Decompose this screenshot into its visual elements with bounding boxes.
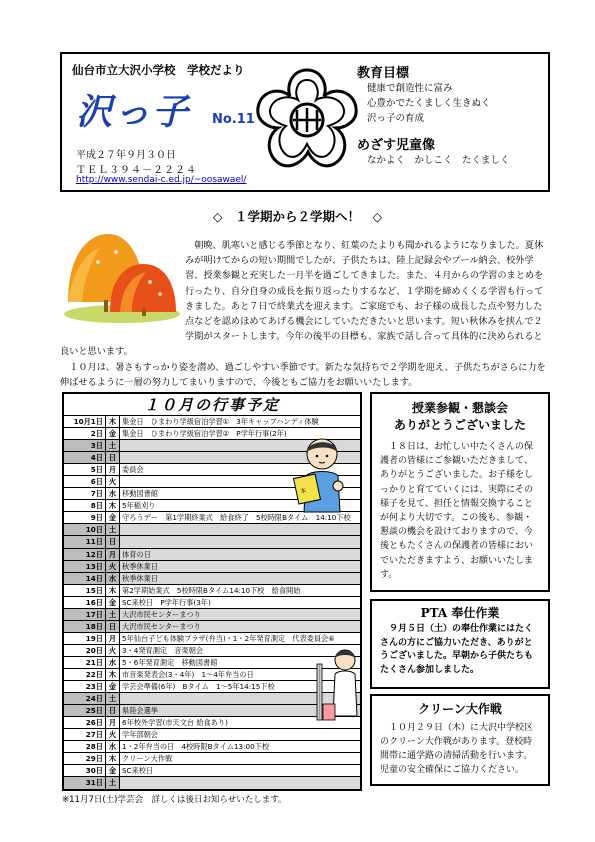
schedule-weekday: 木 <box>106 669 120 680</box>
schedule-row <box>64 416 360 428</box>
cleanup-body: １０月２９日（木）に大沢中学校区のクリーン大作戦があります。登校時間帯に通学路の清掃活動を行います。児童の安全確保にご協力ください。 <box>380 723 534 775</box>
schedule-row <box>64 573 360 585</box>
schedule-row <box>64 609 360 621</box>
schedule-date: 23日 <box>64 681 106 692</box>
schedule-event: 秋季休業日 <box>120 573 360 584</box>
education-goal-line: 沢っ子の育成 <box>367 113 425 124</box>
intro-article <box>60 238 550 390</box>
schedule-event: 5・6年発育測定 移動図書館 <box>122 657 218 667</box>
schedule-date: 29日 <box>64 753 106 764</box>
schedule-weekday: 金 <box>106 597 120 608</box>
schedule-weekday: 月 <box>106 633 120 644</box>
thanks-body: １８日は、お忙しい中たくさんの保護者の皆様にご参観いただきまして、ありがとうございました。お子様をしっかりと育てていくには、実際にその様子を見て、担任と情報交換することが何より大切です。この後も、参観・懇談の機会を設けておりますので、今後ともたくさんの保護者の皆様においでいただきますよう、お願いいたします。 <box>380 442 534 580</box>
class-visit-thanks-box <box>370 392 550 592</box>
schedule-date: 7日 <box>64 488 106 499</box>
schedule-weekday: 木 <box>106 753 120 764</box>
schedule-event: 集金日 ひまわり学級宿泊学習① 3年キャップハンディ体験 <box>122 417 319 426</box>
schedule-date: 11日 <box>64 536 106 547</box>
schedule-date: 26日 <box>64 717 106 728</box>
schedule-weekday: 水 <box>106 488 120 499</box>
schedule-title: １０月の行事予定 <box>64 394 360 416</box>
education-goal-line: 健康で創造性に富み <box>367 83 453 94</box>
schedule-event: 6年校外学習(市天文台 給食あり) <box>122 718 228 728</box>
schedule-date: 15日 <box>64 585 106 596</box>
schedule-weekday: 土 <box>106 609 120 620</box>
schedule-date: 5日 <box>64 464 106 475</box>
schedule-event: 5年稲刈り <box>122 501 156 511</box>
schedule-weekday: 日 <box>106 705 120 716</box>
schedule-weekday: 金 <box>106 681 120 692</box>
schedule-date: 25日 <box>64 705 106 716</box>
schedule-row <box>64 536 360 548</box>
schedule-row <box>64 512 360 524</box>
schedule-date: 3日 <box>64 440 106 451</box>
schedule-date: 9日 <box>64 512 106 523</box>
school-name: 仙台市立大沢小学校 学校だより <box>72 63 245 77</box>
school-website-link[interactable]: http://www.sendai-c.ed.jp/~oosawael/ <box>76 175 247 185</box>
schedule-date: 31日 <box>64 777 106 789</box>
schedule-weekday: 土 <box>106 524 120 535</box>
schedule-weekday: 火 <box>106 645 120 656</box>
svg-text:本: 本 <box>299 487 308 496</box>
schedule-event: SC来校日 <box>122 766 154 776</box>
schedule-weekday: 土 <box>106 440 120 451</box>
schedule-footnote: ※11月7日(土)学芸会 詳しくは後日お知らせいたします。 <box>62 795 287 805</box>
issue-number: No.11 <box>212 112 255 127</box>
schedule-event <box>120 536 360 547</box>
schedule-event <box>120 524 360 535</box>
schedule-date: 12日 <box>64 549 106 560</box>
schedule-date: 20日 <box>64 645 106 656</box>
schedule-date: 24日 <box>64 693 106 704</box>
thanks-heading: 授業参観・懇談会 <box>411 401 508 415</box>
schedule-event: 集金日 ひまわり学級宿泊学習② P学年行事(2年) <box>122 429 287 439</box>
schedule-event: 大沢市民センターまつり <box>120 609 360 620</box>
thanks-heading: ありがとうございました <box>393 418 526 432</box>
schedule-date: 2日 <box>64 428 106 439</box>
schedule-weekday: 金 <box>106 512 120 523</box>
schedule-row <box>64 729 360 741</box>
schedule-weekday: 日 <box>106 536 120 547</box>
schedule-event: 体育の日 <box>120 549 360 560</box>
schedule-date: 17日 <box>64 609 106 620</box>
nurse-illustration <box>315 646 363 724</box>
ideal-student-heading: めざす児童像 <box>357 138 436 153</box>
schedule-row <box>64 753 360 765</box>
masthead-right <box>357 62 547 168</box>
schedule-date: 10日 <box>64 524 106 535</box>
schedule-weekday: 火 <box>106 476 120 487</box>
schedule-weekday: 水 <box>106 741 120 752</box>
schedule-event: 市音楽発表会(3・4年) 1～4年弁当の日 <box>122 669 254 679</box>
education-goal-line: 心豊かでたくましく生きぬく <box>367 98 491 109</box>
schedule-event: 1・2年弁当の日 4校時限Bタイム13:00下校 <box>122 742 270 752</box>
schedule-date: 14日 <box>64 573 106 584</box>
ideal-student-text: なかよく かしこく たくましく <box>367 155 510 166</box>
newsletter-title: 沢っ子 <box>76 92 191 133</box>
schedule-event: 県陸会選挙 <box>120 705 360 716</box>
schedule-event: 3・4発育測定 音楽朝会 <box>122 645 204 655</box>
schedule-weekday: 木 <box>106 500 120 511</box>
pta-body: ９月５日（土）の奉仕作業にはたくさんの方にご協力いただき、ありがとうございました。早朝から子供たちもたくさん参加しました。 <box>380 624 534 675</box>
schedule-weekday: 木 <box>106 585 120 596</box>
schedule-weekday: 月 <box>106 549 120 560</box>
schedule-date: 21日 <box>64 657 106 668</box>
schedule-event: クリーン大作戦 <box>122 754 173 764</box>
schedule-weekday: 土 <box>106 777 120 789</box>
school-emblem-icon <box>252 64 362 174</box>
clean-up-box <box>370 694 550 786</box>
article-headline: ◇ １学期から２学期へ！ ◇ <box>212 209 383 224</box>
pta-service-box <box>370 599 550 689</box>
schedule-event: SC来校日 P学年行事(3年) <box>122 597 211 607</box>
schedule-date: 4日 <box>64 452 106 463</box>
schedule-row <box>64 765 360 777</box>
schedule-event: 守ろうデー 第1学期終業式 給食終了 5校時限Bタイム 14:10下校 <box>122 513 351 523</box>
schedule-date: 13日 <box>64 561 106 572</box>
schedule-weekday: 月 <box>106 717 120 728</box>
schedule-weekday: 水 <box>106 573 120 584</box>
schedule-row <box>64 597 360 609</box>
schedule-weekday: 土 <box>106 693 120 704</box>
schedule-date: 27日 <box>64 729 106 740</box>
schedule-event: 移動図書館 <box>122 489 158 499</box>
schedule-date: 8日 <box>64 500 106 511</box>
schedule-event: 学年部朝会 <box>122 730 158 740</box>
schedule-date: 19日 <box>64 633 106 644</box>
schedule-weekday: 日 <box>106 452 120 463</box>
schedule-row <box>64 549 360 561</box>
schedule-date: 6日 <box>64 476 106 487</box>
schedule-date: 16日 <box>64 597 106 608</box>
schedule-weekday: 火 <box>106 729 120 740</box>
schedule-row <box>64 621 360 633</box>
schedule-date: 30日 <box>64 765 106 776</box>
schedule-event: 大沢市民センターまつり <box>120 621 360 632</box>
schedule-row <box>64 585 360 597</box>
pta-heading: PTA 奉仕作業 <box>420 606 500 620</box>
schedule-weekday: 日 <box>106 621 120 632</box>
schedule-row <box>64 524 360 536</box>
education-goals-heading: 教育目標 <box>357 66 410 81</box>
schedule-date: 10月1日 <box>64 416 106 427</box>
masthead-left <box>62 54 337 190</box>
schedule-event: 秋季休業日 <box>120 561 360 572</box>
schedule-date: 18日 <box>64 621 106 632</box>
schedule-event: 5年仙台子ども体験プラザ(弁当)・1・2年発育測定 代表委員会⑥ <box>122 633 335 643</box>
schedule-row <box>64 777 360 789</box>
schedule-weekday: 金 <box>106 765 120 776</box>
schedule-event: 学芸会準備(6年) Bタイム 1～5年14:15下校 <box>122 682 275 692</box>
intro-paragraph: 朝晩、肌寒いと感じる季節となり、紅葉のたよりも聞かれるようになりました。夏休みが明けてからの短い期間でしたが、子供たちは、陸上記録会やプール納会、校外学習、授業参観と充実した一月半を過ごしてきました。また、４月からの学習のまとめを行ったり、自分自身の成長を振り返ったりするなど、１学期を締めくくる学習も行ってきました。あと７日で終業式を迎えます。ご家庭でも、お子様の成長した点や努力した点などを認めほめてあげる機会にしていただきたいと思います。短い秋休みを挟んで２学期がスタートします。今年の後半の目標も、家族で話し合って具体的に決められると良いと思います。 <box>60 240 544 358</box>
masthead <box>60 52 550 192</box>
schedule-row <box>64 633 360 645</box>
schedule-event <box>120 777 360 789</box>
schedule-event: 第2学期始業式 5校時限Bタイム14:10下校 給食開始 <box>122 585 301 595</box>
schedule-weekday: 月 <box>106 464 120 475</box>
schedule-row <box>64 561 360 573</box>
publish-date: 平成２７年９月３０日 <box>76 150 176 161</box>
schedule-date: 28日 <box>64 741 106 752</box>
cleanup-heading: クリーン大作戦 <box>418 702 502 716</box>
schedule-weekday: 火 <box>106 561 120 572</box>
schedule-weekday: 金 <box>106 428 120 439</box>
intro-paragraph: １０月は、暑さもすっかり姿を潜め、過ごしやすい季節です。新たな気持ちで２学期を迎え、子供たちがさらに力を伸ばせるように一層の努力してまいりますので、今後ともご協力をお願いいたします。 <box>60 361 546 388</box>
boy-reading-illustration <box>292 434 354 514</box>
schedule-date: 22日 <box>64 669 106 680</box>
schedule-row <box>64 741 360 753</box>
schedule-event: 委員会 <box>122 465 144 475</box>
schedule-weekday: 木 <box>106 416 120 427</box>
schedule-weekday: 水 <box>106 657 120 668</box>
phone-number: ＴＥＬ３９４－２２２４ <box>76 165 197 176</box>
